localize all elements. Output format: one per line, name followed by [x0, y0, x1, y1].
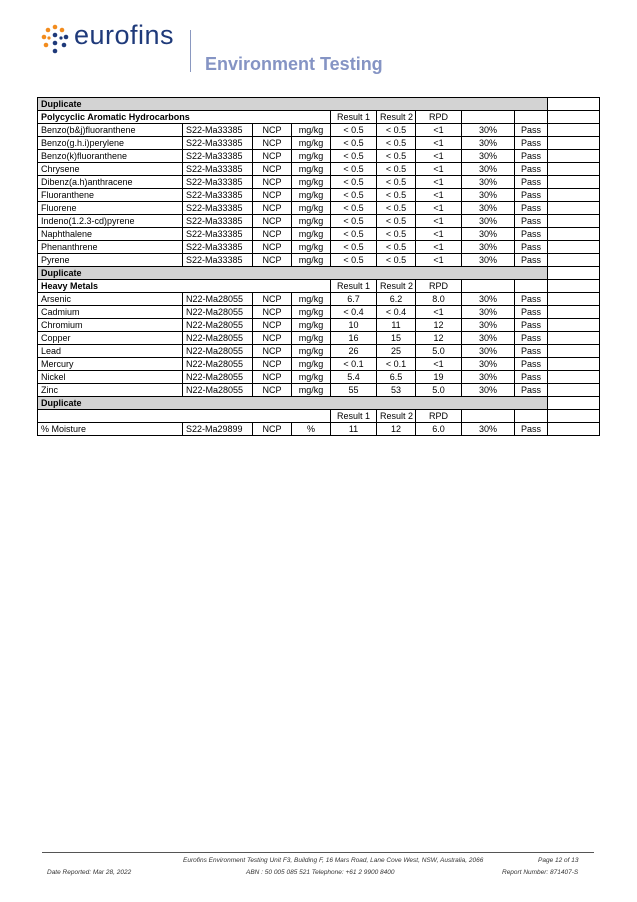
rpd-value: 5.0 [416, 345, 462, 358]
pass-fail: Pass [515, 163, 548, 176]
empty-cell [548, 358, 600, 371]
result-2: 12 [377, 423, 416, 436]
qc-source: NCP [253, 345, 292, 358]
group-header-row [38, 280, 600, 293]
units: mg/kg [292, 319, 331, 332]
result-2: 11 [377, 319, 416, 332]
rpd-value: <1 [416, 228, 462, 241]
result-1: < 0.5 [331, 215, 377, 228]
sample-id: N22-Ma28055 [183, 306, 253, 319]
sample-id: S22-Ma33385 [183, 124, 253, 137]
group-header-row [38, 410, 600, 423]
units: % [292, 423, 331, 436]
analyte-name: Zinc [38, 384, 183, 397]
section-title: Duplicate [38, 267, 548, 280]
division-name: Environment Testing [205, 54, 383, 74]
table-row [38, 189, 600, 202]
acceptance-limit: 30% [462, 423, 515, 436]
analyte-name: Benzo(k)fluoranthene [38, 150, 183, 163]
qc-source: NCP [253, 293, 292, 306]
sample-id: S22-Ma33385 [183, 241, 253, 254]
acceptance-limit: 30% [462, 215, 515, 228]
acceptance-limit: 30% [462, 384, 515, 397]
sample-id: S22-Ma33385 [183, 137, 253, 150]
pass-fail: Pass [515, 319, 548, 332]
rpd-value: 5.0 [416, 384, 462, 397]
units: mg/kg [292, 176, 331, 189]
result-1: < 0.5 [331, 137, 377, 150]
empty-cell [548, 241, 600, 254]
result-2: < 0.5 [377, 189, 416, 202]
empty-cell [462, 410, 515, 423]
units: mg/kg [292, 371, 331, 384]
sample-id: N22-Ma28055 [183, 293, 253, 306]
group-title: Polycyclic Aromatic Hydrocarbons [38, 111, 331, 124]
units: mg/kg [292, 124, 331, 137]
acceptance-limit: 30% [462, 293, 515, 306]
acceptance-limit: 30% [462, 137, 515, 150]
units: mg/kg [292, 254, 331, 267]
units: mg/kg [292, 345, 331, 358]
qc-source: NCP [253, 150, 292, 163]
result1-header: Result 1 [331, 111, 377, 124]
rpd-value: 8.0 [416, 293, 462, 306]
acceptance-limit: 30% [462, 189, 515, 202]
rpd-value: 12 [416, 332, 462, 345]
analyte-name: Nickel [38, 371, 183, 384]
units: mg/kg [292, 137, 331, 150]
result-2: < 0.5 [377, 215, 416, 228]
analyte-name: Pyrene [38, 254, 183, 267]
analyte-name: Arsenic [38, 293, 183, 306]
sample-id: N22-Ma28055 [183, 332, 253, 345]
section-title: Duplicate [38, 397, 548, 410]
rpd-value: <1 [416, 176, 462, 189]
rpd-value: <1 [416, 150, 462, 163]
table-row [38, 228, 600, 241]
table-row [38, 163, 600, 176]
result-2: < 0.5 [377, 241, 416, 254]
result-2: < 0.5 [377, 254, 416, 267]
eurofins-dots-icon [40, 24, 70, 54]
acceptance-limit: 30% [462, 163, 515, 176]
units: mg/kg [292, 358, 331, 371]
empty-cell [548, 384, 600, 397]
qc-source: NCP [253, 306, 292, 319]
analyte-name: Phenanthrene [38, 241, 183, 254]
result-2: < 0.5 [377, 228, 416, 241]
result-2: < 0.5 [377, 176, 416, 189]
footer-address: Eurofins Environment Testing Unit F3, Building F, 16 Mars Road, Lane Cove West, NSW, Australia, 2066 [183, 857, 484, 864]
empty-cell [548, 397, 600, 410]
table-row [38, 319, 600, 332]
brand-name: eurofins [74, 20, 175, 50]
empty-cell [548, 137, 600, 150]
analyte-name: Lead [38, 345, 183, 358]
rpd-value: <1 [416, 163, 462, 176]
table-row [38, 124, 600, 137]
result-2: < 0.5 [377, 137, 416, 150]
table-row [38, 384, 600, 397]
result-1: < 0.5 [331, 241, 377, 254]
result-2: < 0.5 [377, 150, 416, 163]
sample-id: N22-Ma28055 [183, 358, 253, 371]
sample-id: S22-Ma33385 [183, 215, 253, 228]
empty-cell [515, 111, 548, 124]
result-1: < 0.5 [331, 124, 377, 137]
pass-fail: Pass [515, 293, 548, 306]
acceptance-limit: 30% [462, 306, 515, 319]
empty-cell [548, 124, 600, 137]
empty-cell [548, 111, 600, 124]
result-1: < 0.5 [331, 176, 377, 189]
empty-cell [548, 371, 600, 384]
analyte-name: Fluorene [38, 202, 183, 215]
rpd-value: <1 [416, 358, 462, 371]
units: mg/kg [292, 384, 331, 397]
empty-cell [548, 228, 600, 241]
acceptance-limit: 30% [462, 345, 515, 358]
table-row [38, 306, 600, 319]
empty-cell [548, 215, 600, 228]
result2-header: Result 2 [377, 410, 416, 423]
acceptance-limit: 30% [462, 332, 515, 345]
rpd-value: <1 [416, 215, 462, 228]
pass-fail: Pass [515, 176, 548, 189]
result-1: 11 [331, 423, 377, 436]
rpd-value: <1 [416, 189, 462, 202]
result-1: < 0.5 [331, 163, 377, 176]
units: mg/kg [292, 189, 331, 202]
rpd-value: <1 [416, 254, 462, 267]
result2-header: Result 2 [377, 111, 416, 124]
table-row [38, 202, 600, 215]
sample-id: N22-Ma28055 [183, 319, 253, 332]
result-1: 5.4 [331, 371, 377, 384]
analyte-name: Benzo(b&j)fluoranthene [38, 124, 183, 137]
analyte-name: Chrysene [38, 163, 183, 176]
section-header-row [38, 397, 600, 410]
pass-fail: Pass [515, 254, 548, 267]
qc-source: NCP [253, 254, 292, 267]
analyte-name: Naphthalene [38, 228, 183, 241]
rpd-value: 12 [416, 319, 462, 332]
result-1: 6.7 [331, 293, 377, 306]
pass-fail: Pass [515, 423, 548, 436]
result-2: < 0.5 [377, 124, 416, 137]
pass-fail: Pass [515, 150, 548, 163]
footer-report-number: Report Number: 871407-S [502, 869, 579, 876]
empty-cell [548, 423, 600, 436]
table-row [38, 423, 600, 436]
qc-source: NCP [253, 384, 292, 397]
empty-cell [548, 306, 600, 319]
result-1: < 0.5 [331, 228, 377, 241]
analyte-name: Benzo(g.h.i)perylene [38, 137, 183, 150]
result-2: < 0.5 [377, 202, 416, 215]
table-row [38, 358, 600, 371]
acceptance-limit: 30% [462, 358, 515, 371]
empty-cell [548, 176, 600, 189]
footer-page: Page 12 of 13 [538, 857, 579, 864]
pass-fail: Pass [515, 306, 548, 319]
table-row [38, 345, 600, 358]
empty-cell [462, 111, 515, 124]
result-2: 6.2 [377, 293, 416, 306]
qc-source: NCP [253, 189, 292, 202]
analyte-name: % Moisture [38, 423, 183, 436]
pass-fail: Pass [515, 228, 548, 241]
acceptance-limit: 30% [462, 241, 515, 254]
sample-id: S22-Ma33385 [183, 163, 253, 176]
result1-header: Result 1 [331, 410, 377, 423]
empty-cell [548, 98, 600, 111]
section-header-row [38, 98, 600, 111]
analyte-name: Cadmium [38, 306, 183, 319]
sample-id: S22-Ma33385 [183, 254, 253, 267]
sample-id: S22-Ma33385 [183, 176, 253, 189]
empty-cell [515, 410, 548, 423]
results-table [37, 97, 600, 436]
sample-id: S22-Ma33385 [183, 150, 253, 163]
result-2: < 0.4 [377, 306, 416, 319]
analyte-name: Mercury [38, 358, 183, 371]
acceptance-limit: 30% [462, 176, 515, 189]
result2-header: Result 2 [377, 280, 416, 293]
table-row [38, 215, 600, 228]
qc-source: NCP [253, 358, 292, 371]
rpd-header: RPD [416, 410, 462, 423]
qc-source: NCP [253, 124, 292, 137]
rpd-value: <1 [416, 241, 462, 254]
pass-fail: Pass [515, 345, 548, 358]
empty-cell [548, 332, 600, 345]
result-2: < 0.5 [377, 163, 416, 176]
result-1: < 0.5 [331, 254, 377, 267]
result-2: 6.5 [377, 371, 416, 384]
group-header-row [38, 111, 600, 124]
empty-cell [548, 410, 600, 423]
qc-source: NCP [253, 371, 292, 384]
table-row [38, 254, 600, 267]
analyte-name: Dibenz(a.h)anthracene [38, 176, 183, 189]
qc-source: NCP [253, 202, 292, 215]
pass-fail: Pass [515, 202, 548, 215]
pass-fail: Pass [515, 384, 548, 397]
rpd-value: <1 [416, 306, 462, 319]
table-row [38, 176, 600, 189]
pass-fail: Pass [515, 189, 548, 202]
group-title [38, 410, 331, 423]
qc-source: NCP [253, 423, 292, 436]
sample-id: S22-Ma33385 [183, 202, 253, 215]
acceptance-limit: 30% [462, 319, 515, 332]
qc-source: NCP [253, 332, 292, 345]
analyte-name: Fluoranthene [38, 189, 183, 202]
pass-fail: Pass [515, 241, 548, 254]
table-row [38, 332, 600, 345]
empty-cell [548, 293, 600, 306]
empty-cell [548, 189, 600, 202]
result-1: < 0.5 [331, 202, 377, 215]
table-row [38, 371, 600, 384]
result-2: 15 [377, 332, 416, 345]
sample-id: S22-Ma33385 [183, 189, 253, 202]
qc-source: NCP [253, 241, 292, 254]
qc-source: NCP [253, 137, 292, 150]
empty-cell [548, 280, 600, 293]
qc-source: NCP [253, 176, 292, 189]
sample-id: N22-Ma28055 [183, 371, 253, 384]
pass-fail: Pass [515, 137, 548, 150]
acceptance-limit: 30% [462, 228, 515, 241]
empty-cell [548, 202, 600, 215]
group-title: Heavy Metals [38, 280, 331, 293]
units: mg/kg [292, 150, 331, 163]
empty-cell [548, 345, 600, 358]
acceptance-limit: 30% [462, 150, 515, 163]
rpd-value: <1 [416, 124, 462, 137]
footer-abn: ABN : 50 005 085 521 Telephone: +61 2 9900 8400 [246, 869, 395, 876]
analyte-name: Indeno(1.2.3-cd)pyrene [38, 215, 183, 228]
pass-fail: Pass [515, 124, 548, 137]
empty-cell [548, 150, 600, 163]
empty-cell [548, 319, 600, 332]
units: mg/kg [292, 215, 331, 228]
empty-cell [548, 163, 600, 176]
result-1: 26 [331, 345, 377, 358]
sample-id: S22-Ma29899 [183, 423, 253, 436]
table-row [38, 293, 600, 306]
result-1: < 0.5 [331, 189, 377, 202]
units: mg/kg [292, 202, 331, 215]
analyte-name: Copper [38, 332, 183, 345]
acceptance-limit: 30% [462, 124, 515, 137]
result1-header: Result 1 [331, 280, 377, 293]
logo-divider [190, 30, 191, 72]
qc-source: NCP [253, 319, 292, 332]
qc-source: NCP [253, 215, 292, 228]
table-row [38, 150, 600, 163]
result-1: < 0.4 [331, 306, 377, 319]
acceptance-limit: 30% [462, 254, 515, 267]
rpd-value: 19 [416, 371, 462, 384]
rpd-header: RPD [416, 280, 462, 293]
result-1: < 0.1 [331, 358, 377, 371]
result-2: < 0.1 [377, 358, 416, 371]
sample-id: N22-Ma28055 [183, 345, 253, 358]
units: mg/kg [292, 163, 331, 176]
result-1: 55 [331, 384, 377, 397]
qc-source: NCP [253, 228, 292, 241]
rpd-value: <1 [416, 202, 462, 215]
empty-cell [462, 280, 515, 293]
sample-id: S22-Ma33385 [183, 228, 253, 241]
units: mg/kg [292, 332, 331, 345]
footer-date-reported: Date Reported: Mar 28, 2022 [47, 869, 132, 876]
pass-fail: Pass [515, 332, 548, 345]
result-1: 16 [331, 332, 377, 345]
units: mg/kg [292, 306, 331, 319]
section-title: Duplicate [38, 98, 548, 111]
result-2: 53 [377, 384, 416, 397]
analyte-name: Chromium [38, 319, 183, 332]
empty-cell [515, 280, 548, 293]
rpd-value: 6.0 [416, 423, 462, 436]
rpd-header: RPD [416, 111, 462, 124]
units: mg/kg [292, 241, 331, 254]
table-row [38, 137, 600, 150]
units: mg/kg [292, 293, 331, 306]
empty-cell [548, 267, 600, 280]
rpd-value: <1 [416, 137, 462, 150]
pass-fail: Pass [515, 358, 548, 371]
acceptance-limit: 30% [462, 371, 515, 384]
sample-id: N22-Ma28055 [183, 384, 253, 397]
result-1: 10 [331, 319, 377, 332]
pass-fail: Pass [515, 215, 548, 228]
empty-cell [548, 254, 600, 267]
pass-fail: Pass [515, 371, 548, 384]
footer-divider [42, 852, 594, 853]
qc-source: NCP [253, 163, 292, 176]
table-row [38, 241, 600, 254]
units: mg/kg [292, 228, 331, 241]
result-2: 25 [377, 345, 416, 358]
section-header-row [38, 267, 600, 280]
result-1: < 0.5 [331, 150, 377, 163]
acceptance-limit: 30% [462, 202, 515, 215]
